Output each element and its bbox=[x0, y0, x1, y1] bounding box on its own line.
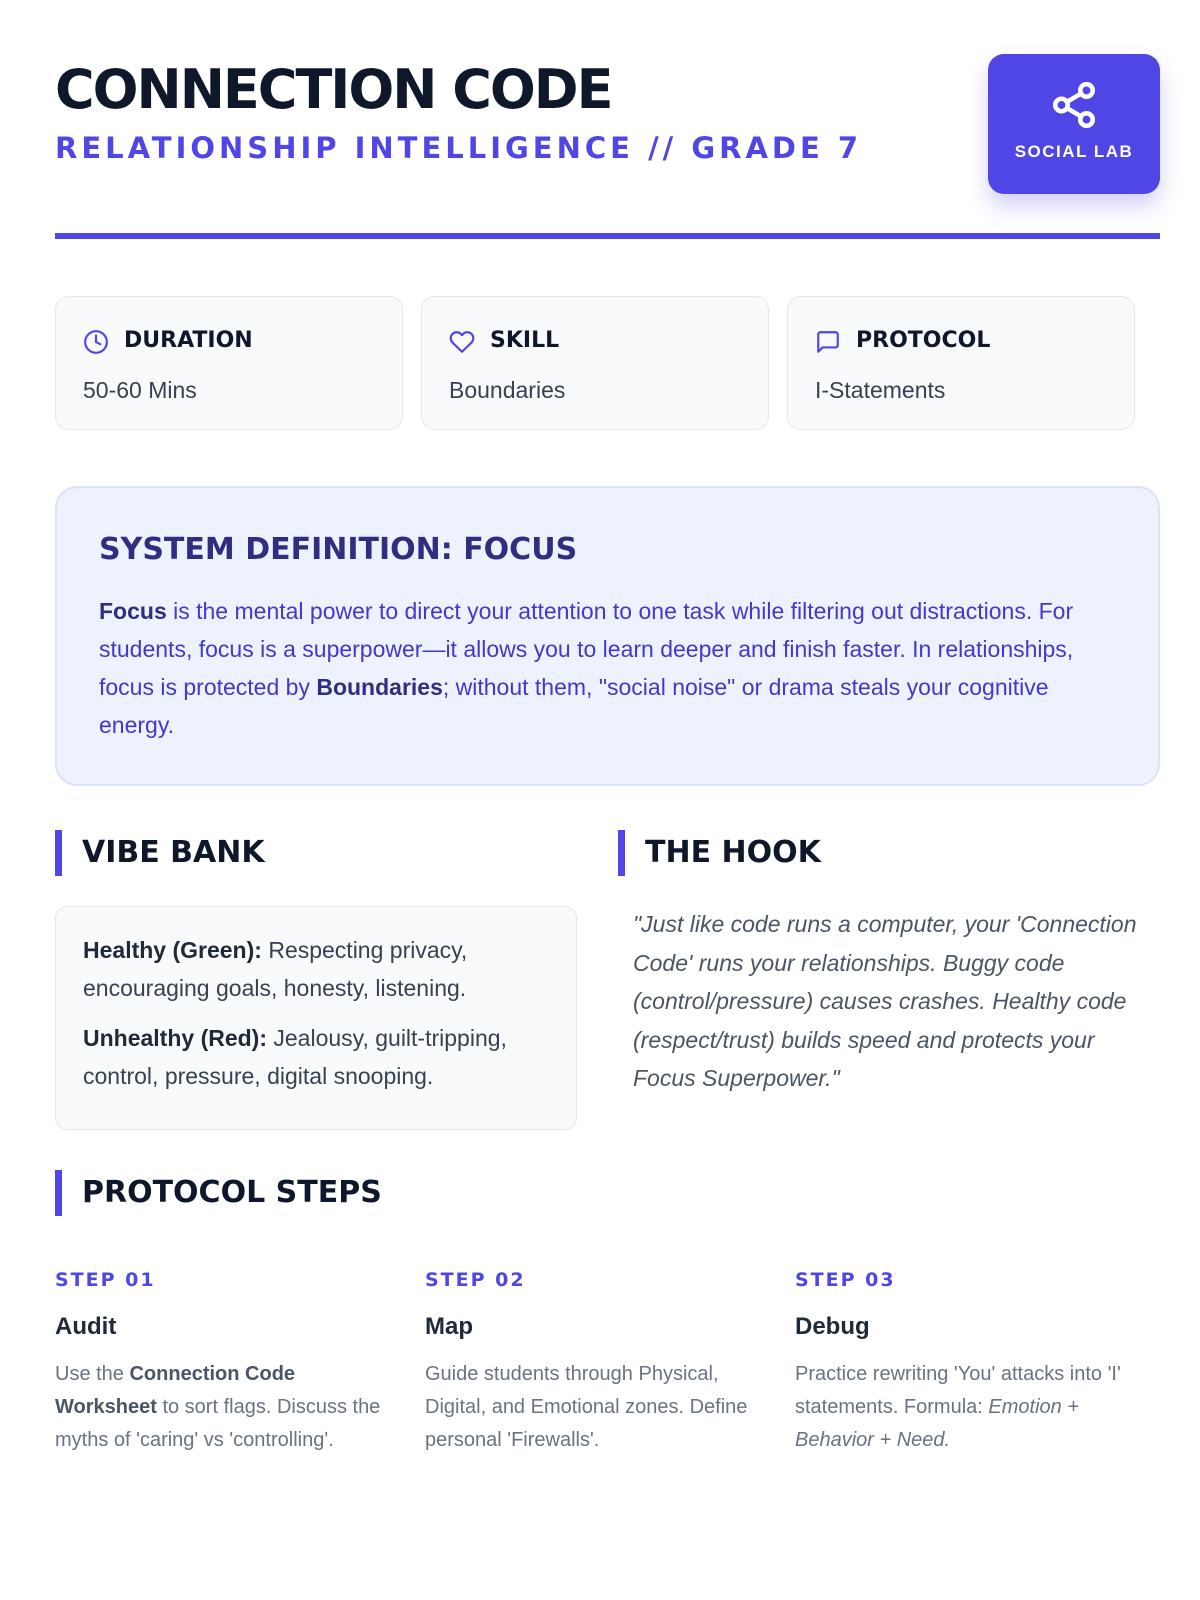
step-debug bbox=[795, 1268, 1135, 1457]
stat-value: Boundaries bbox=[449, 377, 566, 403]
message-icon bbox=[815, 329, 841, 355]
formula: Emotion + Behavior + Need. bbox=[795, 1396, 1080, 1451]
system-definition-box bbox=[55, 486, 1160, 786]
stat-value: I-Statements bbox=[815, 377, 946, 403]
step-description bbox=[795, 1358, 1135, 1457]
stat-label: SKILL bbox=[490, 328, 560, 353]
vibe-healthy bbox=[83, 931, 553, 1007]
vibe-bank-box bbox=[55, 906, 577, 1130]
share-icon bbox=[1049, 80, 1099, 130]
step-audit bbox=[55, 1268, 395, 1457]
page-subtitle: RELATIONSHIP INTELLIGENCE // GRADE 7 bbox=[55, 131, 863, 165]
vibe-unhealthy-text: Jealousy, guilt-tripping, control, pressure, digital snooping. bbox=[83, 1025, 507, 1089]
stat-value: 50-60 Mins bbox=[83, 377, 197, 403]
worksheet-name: Connection Code Worksheet bbox=[55, 1363, 296, 1418]
vibe-healthy-text: Respecting privacy, encouraging goals, honesty, listening. bbox=[83, 937, 468, 1001]
definition-text bbox=[99, 592, 1109, 744]
step-name: Map bbox=[425, 1313, 473, 1340]
badge-label: SOCIAL LAB bbox=[1014, 142, 1134, 161]
definition-title: SYSTEM DEFINITION: FOCUS bbox=[99, 532, 578, 567]
stat-card-protocol bbox=[787, 296, 1135, 430]
vibe-healthy-label: Healthy (Green): bbox=[83, 937, 262, 963]
stat-card-skill bbox=[421, 296, 769, 430]
definition-term: Focus bbox=[99, 598, 167, 624]
step-desc-part: Practice rewriting 'You' attacks into 'I' statements. Formula: bbox=[795, 1363, 1121, 1418]
vibe-unhealthy-label: Unhealthy (Red): bbox=[83, 1025, 267, 1051]
heart-icon bbox=[449, 329, 475, 355]
social-lab-badge bbox=[988, 54, 1160, 194]
step-map bbox=[425, 1268, 765, 1457]
step-name: Audit bbox=[55, 1313, 117, 1340]
step-number: STEP 02 bbox=[425, 1269, 526, 1291]
hook-heading: THE HOOK bbox=[618, 830, 821, 876]
header-divider bbox=[55, 233, 1160, 239]
step-desc-part: Use the bbox=[55, 1363, 130, 1385]
stat-label: DURATION bbox=[124, 328, 253, 353]
definition-text-part: ; without them, "social noise" or drama steals your cognitive energy. bbox=[99, 674, 1049, 738]
protocol-steps-heading: PROTOCOL STEPS bbox=[55, 1170, 382, 1216]
definition-term-boundaries: Boundaries bbox=[316, 674, 443, 700]
step-number: STEP 03 bbox=[795, 1269, 896, 1291]
step-description bbox=[55, 1358, 395, 1457]
step-desc-part: to sort flags. Discuss the myths of 'caring' vs 'controlling'. bbox=[55, 1396, 381, 1451]
clock-icon bbox=[83, 329, 109, 355]
stat-label: PROTOCOL bbox=[856, 328, 991, 353]
definition-text-part: is the mental power to direct your attention to one task while filtering out distractions. For students, focus is a superpower—it allows you to learn deeper and finish faster. In relationships, focus is protected by bbox=[99, 598, 1074, 700]
step-number: STEP 01 bbox=[55, 1269, 156, 1291]
hook-quote: "Just like code runs a computer, your 'Connection Code' runs your relationships. Buggy code (control/pressure) causes crashes. Healthy code (respect/trust) builds speed and protects your Focus Superpower." bbox=[633, 911, 1137, 1091]
step-name: Debug bbox=[795, 1313, 870, 1340]
vibe-bank-heading: VIBE BANK bbox=[55, 830, 265, 876]
vibe-unhealthy bbox=[83, 1019, 553, 1095]
step-description: Guide students through Physical, Digital, and Emotional zones. Define personal 'Firewalls'. bbox=[425, 1363, 748, 1451]
page-title: CONNECTION CODE bbox=[55, 58, 612, 121]
lesson-stats bbox=[55, 296, 1160, 432]
header bbox=[55, 58, 1160, 208]
stat-card-duration bbox=[55, 296, 403, 430]
